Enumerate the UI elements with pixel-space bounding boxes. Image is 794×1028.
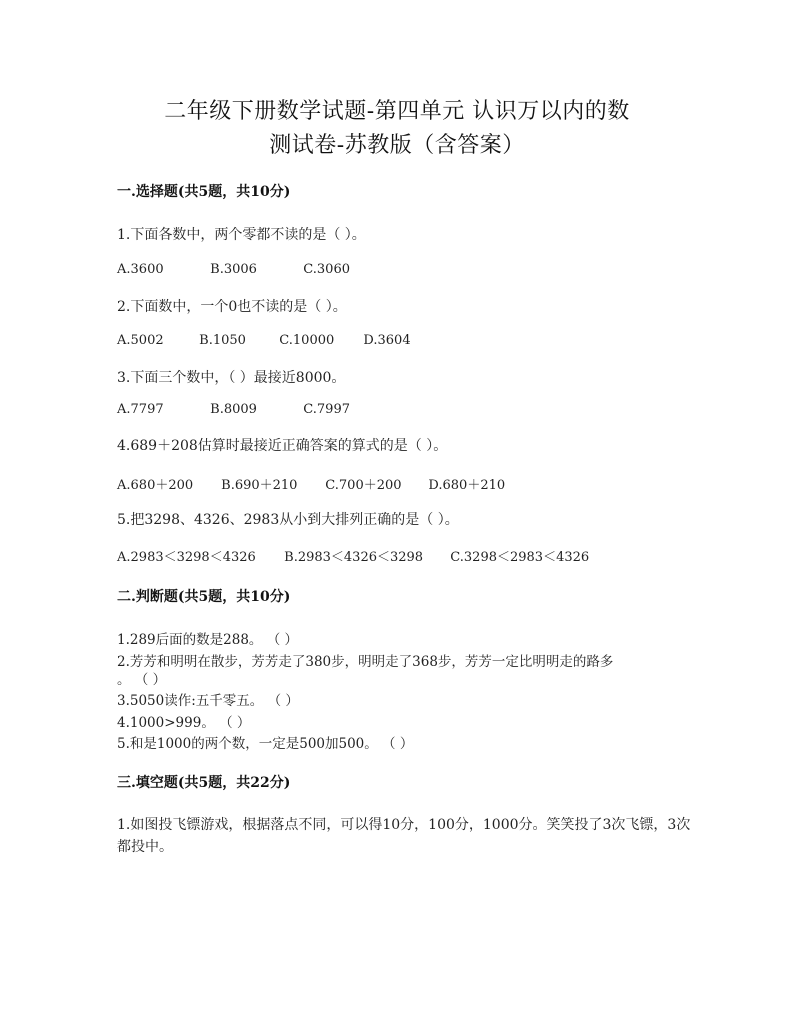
option-c: C.7997 [303, 402, 350, 417]
doc-title-line2: 测试卷-苏教版（含答案） [269, 133, 525, 158]
option-c: C.700＋200 [325, 478, 402, 493]
judge-item-4: 4.1000>999。 （ ） [117, 715, 251, 731]
question-5: 5.把3298、4326、2983从小到大排列正确的是（ ）。 [117, 512, 459, 528]
option-b: B.8009 [210, 402, 257, 417]
question-4: 4.689＋208估算时最接近正确答案的算式的是（ ）。 [117, 438, 448, 454]
question-3-options [117, 402, 350, 417]
option-a: A.680＋200 [117, 478, 194, 493]
option-d: D.680＋210 [428, 478, 506, 493]
question-1: 1.下面各数中，两个零都不读的是（ ）。 [117, 227, 366, 243]
judge-item-5: 5.和是1000的两个数，一定是500加500。 （ ） [117, 736, 414, 752]
question-1-options [117, 262, 350, 277]
question-4-options [117, 474, 505, 493]
option-c: C.3060 [303, 262, 350, 277]
section1-heading: 一.选择题(共5题，共10分) [117, 184, 291, 200]
option-b: B.3006 [210, 262, 257, 277]
option-c: C.3298＜2983＜4326 [450, 550, 590, 565]
question-5-options [117, 546, 589, 565]
fill-question-1: 1.如图投飞镖游戏，根据落点不同，可以得10分，100分，1000分。笑笑投了3次飞镖，3次都投中。 [117, 817, 691, 855]
option-b: B.2983＜4326＜3298 [284, 550, 424, 565]
option-c: C.10000 [279, 333, 335, 348]
option-a: A.3600 [117, 262, 164, 277]
judge-item-2-continued: 。 （ ） [117, 672, 167, 688]
option-b: B.690＋210 [221, 478, 298, 493]
option-a: A.7797 [117, 402, 164, 417]
judge-item-1: 1.289后面的数是288。 （ ） [117, 632, 298, 648]
option-a: A.2983＜3298＜4326 [117, 550, 256, 565]
option-d: D.3604 [363, 333, 411, 348]
doc-title-line1: 二年级下册数学试题-第四单元 认识万以内的数 [164, 99, 630, 124]
section3-heading: 三.填空题(共5题，共22分) [117, 775, 291, 791]
judge-item-2: 2.芳芳和明明在散步，芳芳走了380步，明明走了368步，芳芳一定比明明走的路多 [117, 654, 614, 670]
judge-item-3: 3.5050读作:五千零五。 （ ） [117, 693, 299, 709]
section2-heading: 二.判断题(共5题，共10分) [117, 589, 291, 605]
question-3: 3.下面三个数中，（ ）最接近8000。 [117, 370, 346, 386]
option-b: B.1050 [199, 333, 246, 348]
question-2: 2.下面数中，一个0也不读的是（ ）。 [117, 299, 347, 315]
option-a: A.5002 [117, 333, 164, 348]
question-2-options [117, 333, 411, 348]
